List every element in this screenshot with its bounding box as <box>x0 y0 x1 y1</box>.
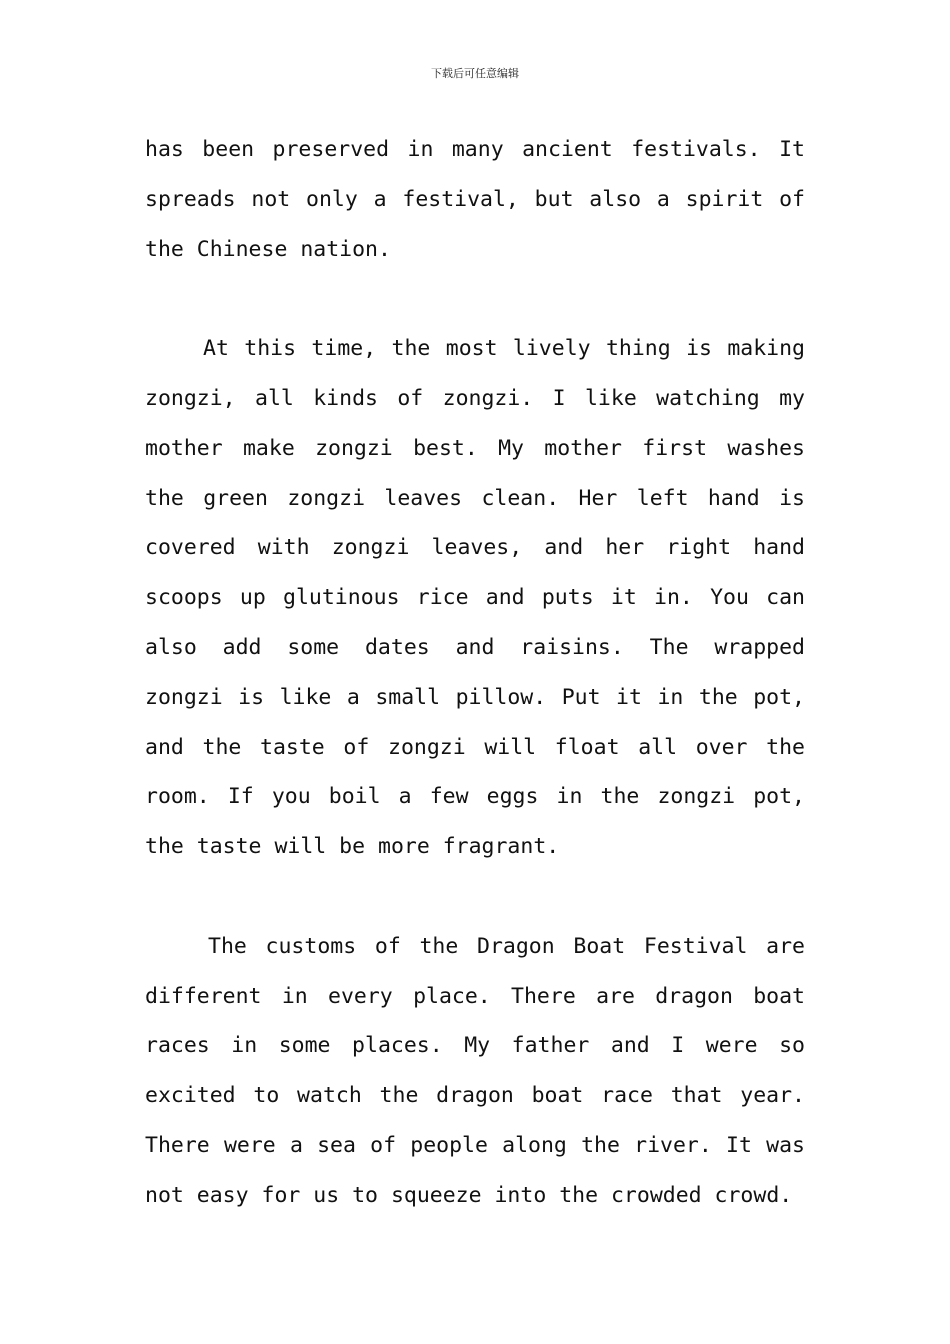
page-header: 下载后可任意编辑 <box>431 67 519 80</box>
paragraph-making-zongzi: At this time, the most lively thing is making zongzi, all kinds of zongzi. I like watching my mother make zongzi best. My mother first washes the green zongzi leaves clean. Her left hand is covered with zongzi leaves, and her right hand scoops up glutinous rice and puts it in. You can also add some dates and raisins. The wrapped zongzi is like a small pillow. Put it in the pot, and the taste of zongzi will float all over the room. If you boil a few eggs in the zongzi pot, the taste will be more fragrant. <box>145 336 805 860</box>
document-body <box>145 125 805 1221</box>
paragraph-dragon-boat-customs: The customs of the Dragon Boat Festival are different in every place. There are dragon boat races in some places. My father and I were so excited to watch the dragon boat race that year. There were a sea of people along the river. It was not easy for us to squeeze into the crowded crowd. <box>145 933 805 1208</box>
paragraph-festival-spirit: has been preserved in many ancient festivals. It spreads not only a festival, but also a spirit of the Chinese nation. <box>145 137 805 262</box>
